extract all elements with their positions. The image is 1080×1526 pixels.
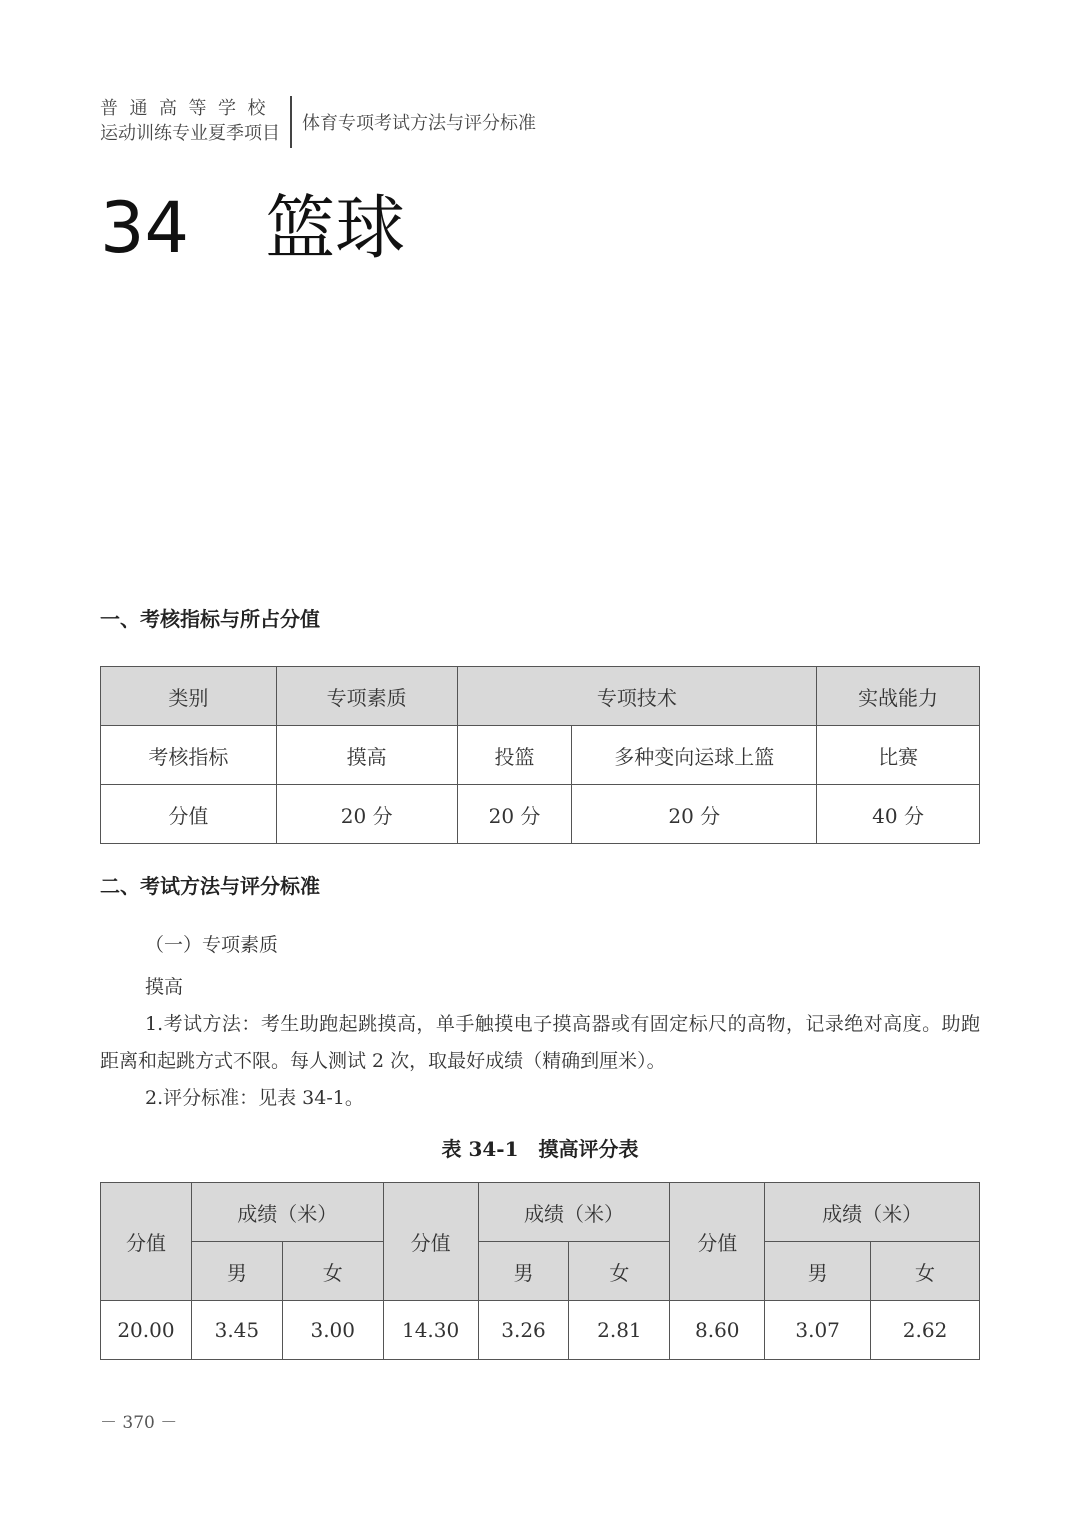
table-cell: 分值 [101,785,277,844]
table-cell: 20 分 [457,785,572,844]
header-program: 运动训练专业夏季项目 [100,123,280,144]
table-row [101,667,980,726]
header-book-title: 体育专项考试方法与评分标准 [302,113,536,134]
table-cell: 2.62 [871,1301,980,1360]
method-paragraph: 1.考试方法：考生助跑起跳摸高，单手触摸电子摸高器或有固定标尺的高物，记录绝对高度。助跑距离和起跳方式不限。每人测试 2 次，取最好成绩（精确到厘米）。 [100,1013,980,1072]
table-cell: 20 分 [572,785,817,844]
chapter-title: 篮球 [265,187,406,269]
header-left [100,96,280,148]
scoring-paragraph: 2.评分标准：见表 34-1。 [145,1087,364,1109]
table-cell: 2.81 [569,1301,670,1360]
table-cell: 投篮 [457,726,572,785]
chapter-number: 34 [100,187,190,269]
table-row [101,1183,980,1242]
page-number: － 370 － [100,1413,178,1433]
table-header-cell: 成绩（米） [765,1183,980,1242]
header-school: 普通高等学校 [100,98,277,119]
table-header-cell: 女 [871,1242,980,1301]
table-cell: 多种变向运球上篮 [572,726,817,785]
table-header-cell: 分值 [101,1183,192,1301]
table-row [101,1301,980,1360]
table-cell: 比赛 [817,726,980,785]
table-cell: 20.00 [101,1301,192,1360]
table-header-cell: 分值 [383,1183,478,1301]
table-header-cell: 男 [765,1242,871,1301]
table-cell: 摸高 [276,726,457,785]
touch-height-score-table [100,1182,980,1360]
table-caption: 表 34-1 摸高评分表 [441,1137,639,1161]
table-cell: 14.30 [383,1301,478,1360]
table-row [101,1242,980,1301]
table-cell: 3.45 [191,1301,282,1360]
table-cell: 40 分 [817,785,980,844]
table-cell: 3.00 [282,1301,383,1360]
table-header-cell: 女 [569,1242,670,1301]
table-header-cell: 成绩（米） [478,1183,670,1242]
assessment-table [100,666,980,844]
subsection-title: （一）专项素质 [145,934,279,956]
table-row [101,726,980,785]
running-header [100,96,536,148]
table-cell: 考核指标 [101,726,277,785]
chapter-heading [100,186,405,270]
table-cell: 3.26 [478,1301,569,1360]
section-2-title: 二、考试方法与评分标准 [100,874,320,898]
header-divider [290,96,292,148]
table-header-cell: 类别 [101,667,277,726]
table-header-cell: 专项技术 [457,667,817,726]
table-header-cell: 成绩（米） [191,1183,383,1242]
table-cell: 3.07 [765,1301,871,1360]
table-cell: 20 分 [276,785,457,844]
table-cell: 8.60 [670,1301,765,1360]
table-header-cell: 分值 [670,1183,765,1301]
item-title: 摸高 [145,976,184,998]
table-header-cell: 实战能力 [817,667,980,726]
section-1-title: 一、考核指标与所占分值 [100,607,320,631]
table-row [101,785,980,844]
table-header-cell: 男 [191,1242,282,1301]
table-header-cell: 女 [282,1242,383,1301]
table-header-cell: 专项素质 [276,667,457,726]
table-header-cell: 男 [478,1242,569,1301]
